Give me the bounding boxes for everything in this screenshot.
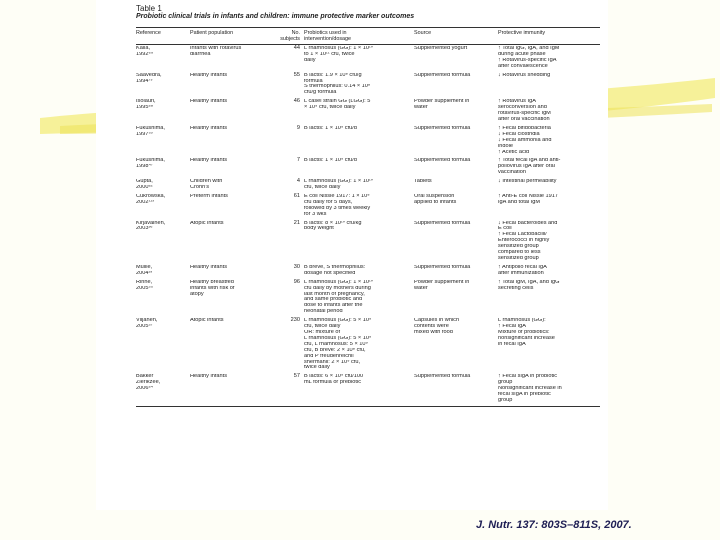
cell-immunity <box>498 178 600 193</box>
cell-subjects: 57 <box>272 373 304 406</box>
cell-probiotics-line: shermanii: 2 × 10⁹ cfu, <box>304 359 361 365</box>
cell-probiotics-line: L casei strain GG (LGG): 5 <box>304 99 371 105</box>
cell-population-line: Crohn's <box>190 185 210 191</box>
cell-subjects: 7 <box>296 157 300 164</box>
cell-source-line: Supplemented formula <box>414 220 471 226</box>
cell-source <box>414 45 498 72</box>
cell-population-line: Healthy infants <box>190 125 228 131</box>
cell-probiotics-line: B lactis: 6 × 10⁹ cfu/100 <box>304 374 364 380</box>
cell-probiotics-line: B lactis: 1.9 × 10⁸ cfu/g <box>304 72 362 78</box>
cell-population <box>190 125 272 158</box>
cell-source <box>414 98 498 125</box>
cell-immunity-line: sensitized group <box>498 256 539 261</box>
cell-reference-line: 2002¹¹³ <box>136 199 155 205</box>
cell-probiotics-line: dosage not specified <box>304 270 356 276</box>
cell-immunity-line: ↑ Total IgG, IgA, and IgM <box>498 46 560 51</box>
cell-immunity-line: group <box>498 380 513 386</box>
cell-probiotics-line: E coli Nissle 1917: 1 × 10⁸ <box>304 193 370 199</box>
cell-source-line: Oral suspension <box>414 193 455 199</box>
cell-reference-line: 1997⁵³ <box>136 131 153 137</box>
cell-subjects: 44 <box>293 45 300 51</box>
cell-population-line: Atopic infants <box>190 318 224 324</box>
cell-immunity-line: ↑ Fecal Lactobacilli/ <box>498 232 547 238</box>
cell-immunity-line: secreting cells <box>498 285 534 291</box>
header-reference: Reference <box>136 28 190 45</box>
cell-source-line: Supplemented formula <box>414 158 471 164</box>
cell-immunity-line: after convalescence <box>498 63 548 69</box>
cell-reference-line: Kirjavainen, <box>136 220 166 226</box>
cell-immunity-line: ↑ Rotavirus-specific IgA <box>498 57 557 63</box>
cell-reference-line: Mullie, <box>136 264 153 270</box>
cell-reference-line: 2000⁶² <box>136 185 153 191</box>
cell-immunity-line: seroconversion and <box>498 105 547 111</box>
cell-source-line: Powder supplement in <box>414 279 470 285</box>
cell-immunity <box>498 193 600 220</box>
cell-immunity-line: vaccination <box>498 170 526 176</box>
cell-probiotics-line: cfu daily for 5 days, <box>304 199 353 205</box>
cell-subjects: 4 <box>296 178 300 185</box>
cell-source-line: Supplemented yogurt <box>414 46 468 51</box>
cell-probiotics-line: last month of pregnancy, <box>304 291 365 297</box>
cell-probiotics-line: cfu, twice daily <box>304 185 341 191</box>
cell-source <box>414 317 498 373</box>
cell-immunity <box>498 264 600 279</box>
cell-reference <box>136 317 190 373</box>
cell-immunity-line: fecal sIgA in prebiotic <box>498 392 551 398</box>
cell-reference-line: Viljanen, <box>136 318 158 324</box>
cell-immunity <box>498 373 600 406</box>
cell-population-line: Preterm infants <box>190 193 228 199</box>
cell-population <box>190 98 272 125</box>
table-row <box>136 98 600 125</box>
cell-source-line: Supplemented formula <box>414 264 471 270</box>
cell-source <box>414 157 498 178</box>
cell-source-line: water <box>414 105 428 111</box>
table-row <box>136 373 600 406</box>
cell-reference <box>136 220 190 264</box>
cell-probiotics <box>304 220 414 264</box>
cell-immunity-line: rotavirus-specific IgM <box>498 111 551 117</box>
cell-population-line: Children with <box>190 179 223 185</box>
header-immunity: Protective immunity <box>498 28 600 45</box>
cell-reference-line: Isolauri, <box>136 99 156 105</box>
table-number: Table 1 <box>136 4 162 13</box>
cell-population-line: Healthy infants <box>190 264 228 270</box>
cell-subjects: 96 <box>293 278 300 285</box>
cell-probiotics <box>304 45 414 72</box>
cell-immunity-line: in fecal IgA <box>498 341 526 347</box>
cell-probiotics-line: formula <box>304 78 323 84</box>
cell-reference <box>136 373 190 406</box>
header-probiotics: Probiotics used in intervention/dosage <box>304 28 414 45</box>
cell-population <box>190 279 272 317</box>
cell-probiotics-line: to 1 × 10¹¹ cfu, twice <box>304 51 355 57</box>
table-row <box>136 317 600 373</box>
cell-population-line: diarrhea <box>190 51 211 57</box>
cell-probiotics-line: and same probiotic and <box>304 297 363 303</box>
cell-probiotics-line: cfu/g formula <box>304 90 337 96</box>
cell-probiotics-line: × 10⁹ cfu, twice daily <box>304 105 356 111</box>
cell-immunity-line: ↑ Fecal sIgA in probiotic <box>498 374 558 380</box>
table-header-row <box>136 28 600 45</box>
cell-reference-line: Gupta, <box>136 179 153 185</box>
cell-immunity-line: poliovirus IgA after oral <box>498 164 555 170</box>
cell-source-line: Supplemented formula <box>414 125 471 131</box>
cell-reference-line: 1994⁷³ <box>136 78 153 84</box>
cell-probiotics-line: dose to infants after the <box>304 303 363 309</box>
cell-immunity-line: ↑ Acetic acid <box>498 149 530 155</box>
cell-probiotics-line: L rhamnosus (GG): 5 × 10⁹ <box>304 318 372 324</box>
cell-source-line: Capsules in which <box>414 318 460 324</box>
cell-subjects: 21 <box>293 219 300 226</box>
cell-source <box>414 279 498 317</box>
cell-reference <box>136 193 190 220</box>
cell-probiotics-line: neonatal period <box>304 309 343 315</box>
cell-immunity-line: ↑ Total IgM, IgA, and IgG <box>498 279 560 285</box>
cell-population <box>190 373 272 406</box>
cell-probiotics-line: cfu, twice daily <box>304 324 341 330</box>
header-source: Source <box>414 28 498 45</box>
cell-immunity-line: ↓ Rotavirus shedding <box>498 72 551 78</box>
cell-immunity-line: ↑ Total fecal IgA and anti- <box>498 158 561 164</box>
cell-reference <box>136 157 190 178</box>
cell-probiotics <box>304 157 414 178</box>
cell-probiotics <box>304 317 414 373</box>
cell-subjects: 9 <box>296 124 300 131</box>
cell-subjects: 230 <box>290 317 300 324</box>
cell-probiotics-line: B lactis: 1 × 10⁹ cfu/d <box>304 125 357 131</box>
cell-source-line: contents were <box>414 324 449 330</box>
cell-reference <box>136 125 190 158</box>
table-row <box>136 45 600 72</box>
cell-immunity <box>498 125 600 158</box>
cell-source <box>414 178 498 193</box>
cell-reference-line: 2004³³ <box>136 270 153 276</box>
cell-probiotics <box>304 98 414 125</box>
cell-population-line: atopy <box>190 291 204 297</box>
cell-immunity-line: ↓ Fecal bacteroides and <box>498 220 558 226</box>
cell-reference <box>136 72 190 99</box>
cell-reference-line: Kaila, <box>136 46 150 51</box>
cell-immunity-line: nonsignificant increase <box>498 335 555 341</box>
cell-probiotics <box>304 178 414 193</box>
cell-probiotics-line: cfu, B breve: 2 × 10⁸ cfu, <box>304 347 366 353</box>
cell-source-line: applied to infants <box>414 199 457 205</box>
cell-source <box>414 125 498 158</box>
cell-probiotics-line: daily <box>304 57 316 63</box>
cell-reference <box>136 264 190 279</box>
cell-source-line: Supplemented formula <box>414 72 471 78</box>
table-row <box>136 72 600 99</box>
cell-population-line: Healthy infants <box>190 158 228 164</box>
cell-probiotics-line: OR: mixture of <box>304 329 341 335</box>
cell-probiotics-line: L rhamnosus (GG): 1 × 10¹⁰ <box>304 279 374 285</box>
cell-source-line: mixed with food <box>414 329 453 335</box>
cell-subjects: 30 <box>293 263 300 270</box>
cell-immunity-line: compared to less <box>498 250 541 256</box>
cell-probiotics <box>304 279 414 317</box>
cell-immunity-line: ↑ Antipolio fecal IgA <box>498 264 547 270</box>
probiotic-trials-table <box>136 27 600 407</box>
table-caption: Probiotic clinical trials in infants and children: immune protective marker outcomes <box>136 13 415 20</box>
cell-population <box>190 45 272 72</box>
cell-source-line: Tablets <box>414 179 432 185</box>
table-row <box>136 193 600 220</box>
cell-reference-line: 1992⁶⁹ <box>136 51 154 57</box>
cell-probiotics <box>304 125 414 158</box>
cell-population <box>190 193 272 220</box>
cell-immunity-line: after immunization <box>498 270 544 276</box>
cell-reference-line: Fukushima, <box>136 158 165 164</box>
cell-immunity-line: ↑ Fecal bifidobacteria <box>498 125 551 131</box>
table-row <box>136 264 600 279</box>
cell-reference <box>136 98 190 125</box>
cell-probiotics-line: S thermophilus: 0.14 × 10⁸ <box>304 84 371 90</box>
cell-population <box>190 157 272 178</box>
cell-population-line: Healthy infants <box>190 72 228 78</box>
cell-probiotics <box>304 72 414 99</box>
table-row <box>136 279 600 317</box>
cell-immunity-line: ↓ Fecal ammonia and <box>498 137 552 143</box>
cell-subjects: 61 <box>293 192 300 199</box>
cell-probiotics-line: cfu daily by mothers during <box>304 285 371 291</box>
cell-probiotics-line: body weight <box>304 226 334 232</box>
cell-immunity-line: group <box>498 397 513 403</box>
header-subjects: No. subjects <box>272 28 304 45</box>
cell-probiotics <box>304 193 414 220</box>
cell-probiotics-line: L rhamnosus (GG): 1 × 10¹⁰ <box>304 46 374 51</box>
cell-population-line: Healthy breastfed <box>190 279 234 285</box>
cell-probiotics <box>304 373 414 406</box>
table-body <box>136 45 600 407</box>
cell-source <box>414 193 498 220</box>
cell-probiotics-line: and P freudenreichii <box>304 353 354 359</box>
cell-immunity <box>498 45 600 72</box>
table-row <box>136 178 600 193</box>
cell-probiotics-line: B lactis: 8 × 10¹⁰ cfu/kg <box>304 220 362 226</box>
cell-population <box>190 220 272 264</box>
cell-reference-line: 2003³⁶ <box>136 226 153 232</box>
cell-source <box>414 264 498 279</box>
cell-probiotics-line: L rhamnosus (GG): 1 × 10¹⁰ <box>304 179 374 185</box>
cell-reference-line: Saavedra, <box>136 72 162 78</box>
cell-immunity-line: IgA and total IgM <box>498 199 540 205</box>
table-row <box>136 125 600 158</box>
cell-immunity-line: ↑ Rotavirus IgA <box>498 99 536 105</box>
cell-source-line: water <box>414 285 428 291</box>
cell-probiotics-line: twice daily <box>304 365 330 371</box>
table-row <box>136 220 600 264</box>
cell-source <box>414 373 498 406</box>
cell-immunity <box>498 317 600 373</box>
cell-immunity <box>498 279 600 317</box>
cell-immunity <box>498 220 600 264</box>
table-sheet <box>96 0 608 510</box>
cell-probiotics-line: B lactis: 1 × 10⁹ cfu/d <box>304 158 357 164</box>
cell-population <box>190 264 272 279</box>
cell-reference-line: Fukushima, <box>136 125 165 131</box>
cell-reference-line: Rinne, <box>136 279 153 285</box>
cell-source-line: Supplemented formula <box>414 374 471 380</box>
cell-source <box>414 72 498 99</box>
cell-population-line: Healthy infants <box>190 374 228 380</box>
cell-population <box>190 178 272 193</box>
cell-probiotics-line: L rhamnosus (GG): 5 × 10⁹ <box>304 335 372 341</box>
cell-reference <box>136 279 190 317</box>
cell-immunity-line: Mixture of probiotics: <box>498 329 550 335</box>
cell-reference-line: Bakker <box>136 374 154 380</box>
cell-probiotics-line: for 3 wks <box>304 211 327 217</box>
cell-immunity-line: ↑ Anti-E coli Nissle 1917 <box>498 193 559 199</box>
cell-population-line: infants with risk of <box>190 285 235 291</box>
cell-reference-line: 2005⁵⁵ <box>136 285 154 291</box>
cell-reference-line: 2006⁶⁴ <box>136 386 154 392</box>
cell-immunity-line: indole <box>498 143 513 149</box>
cell-immunity-line: Enterococci in highly <box>498 238 550 244</box>
cell-immunity-line: Nonsignificant increase in <box>498 386 562 392</box>
cell-probiotics-line: followed by 3 times weekly <box>304 205 371 211</box>
cell-immunity-line: ↓ Fecal clostridia <box>498 131 540 137</box>
cell-reference <box>136 45 190 72</box>
cell-immunity <box>498 157 600 178</box>
cell-population <box>190 72 272 99</box>
cell-population-line: Healthy infants <box>190 99 228 105</box>
cell-immunity-line: during acute phase <box>498 51 546 57</box>
cell-reference <box>136 178 190 193</box>
cell-population <box>190 317 272 373</box>
cell-immunity-line: sensitized group <box>498 244 539 250</box>
cell-immunity-line: ↑ Fecal IgA <box>498 324 526 330</box>
cell-reference-line: 1998⁴⁷ <box>136 164 153 170</box>
cell-reference-line: 2005⁵⁷ <box>136 324 153 330</box>
header-population: Patient population <box>190 28 272 45</box>
cell-immunity-line: after oral vaccination <box>498 116 550 122</box>
table-row <box>136 157 600 178</box>
cell-subjects: 55 <box>293 71 300 78</box>
cell-immunity <box>498 98 600 125</box>
cell-immunity-line: L rhamnosus (GG): <box>498 318 546 324</box>
cell-source-line: Powder supplement in <box>414 99 470 105</box>
cell-population-line: Infants with rotavirus <box>190 46 242 51</box>
cell-subjects: 46 <box>293 98 300 105</box>
cell-reference-line: Zierikzee, <box>136 380 161 386</box>
cell-source <box>414 220 498 264</box>
cell-population-line: Atopic infants <box>190 220 224 226</box>
cell-probiotics-line: cfu, L rhamnosus: 5 × 10⁹ <box>304 341 368 347</box>
cell-immunity-line: E coli <box>498 226 512 232</box>
cell-immunity-line: ↓ Intestinal permeability <box>498 179 557 185</box>
cell-reference-line: Cukrowska, <box>136 193 166 199</box>
journal-citation: J. Nutr. 137: 803S–811S, 2007. <box>476 519 632 531</box>
cell-immunity <box>498 72 600 99</box>
cell-probiotics-line: mL formula or prebiotic <box>304 380 361 386</box>
cell-probiotics-line: B breve, S thermophilus: <box>304 264 366 270</box>
cell-probiotics <box>304 264 414 279</box>
cell-reference-line: 1995⁶⁸ <box>136 105 154 111</box>
